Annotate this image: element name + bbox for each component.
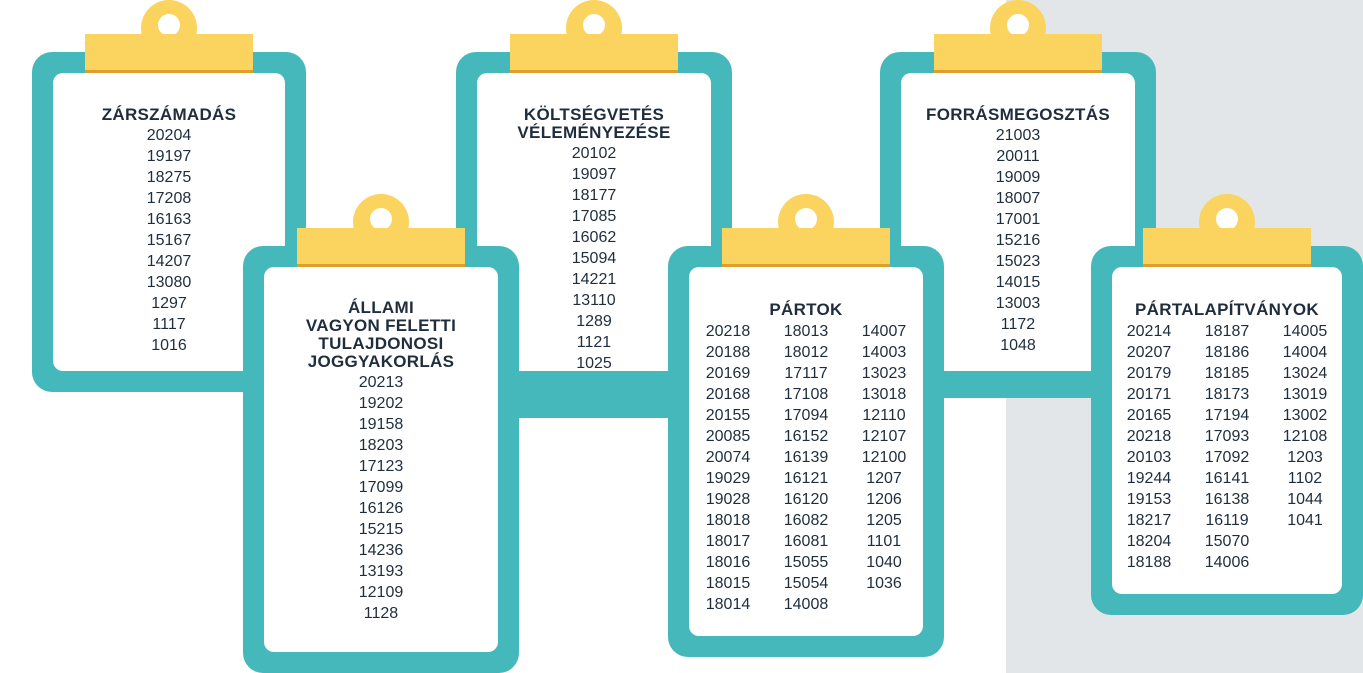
list-item: 18012 [783,344,829,361]
paper-sheet [1112,267,1342,594]
list-item: 19158 [358,416,404,433]
paper-sheet [264,267,498,652]
list-item: 12109 [358,584,404,601]
list-item: 1117 [152,316,186,333]
list-item: 16126 [358,500,404,517]
list-item: 16082 [783,512,829,529]
list-item: 19153 [1126,491,1172,508]
number-column [698,321,758,615]
list-item: 14015 [995,274,1041,291]
list-item: 17092 [1204,449,1250,466]
number-column [1119,321,1179,573]
list-item: 1203 [1287,449,1323,466]
list-item: 16152 [783,428,829,445]
list-item: 18173 [1204,386,1250,403]
list-item: 20204 [146,127,192,144]
list-item: 20171 [1126,386,1172,403]
connector-2 [505,392,685,418]
list-item: 16119 [1205,512,1249,529]
list-item: 18177 [571,187,617,204]
list-item: 20168 [705,386,751,403]
list-item: 1172 [1000,316,1036,333]
list-item: 19029 [705,470,751,487]
list-item: 20179 [1126,365,1172,382]
list-item: 13019 [1282,386,1328,403]
list-item: 17085 [571,208,617,225]
list-item: 18015 [705,575,751,592]
list-item: 17094 [783,407,829,424]
list-item: 18188 [1126,554,1172,571]
card-title: FORRÁSMEGOSZTÁS [926,105,1110,124]
list-item: 20102 [571,145,617,162]
list-item: 20169 [705,365,751,382]
list-item: 14008 [783,596,829,613]
list-item: 18013 [783,323,829,340]
list-item: 15054 [783,575,829,592]
list-item: 14007 [861,323,907,340]
list-item: 19244 [1126,470,1172,487]
list-item: 14005 [1282,323,1328,340]
list-item: 20188 [705,344,751,361]
list-item: 12110 [862,407,906,424]
list-item: 13002 [1282,407,1328,424]
list-item: 13024 [1282,365,1328,382]
list-item: 16163 [146,211,192,228]
list-item: 1025 [576,355,612,372]
list-item: 14006 [1204,554,1250,571]
list-item: 15216 [995,232,1041,249]
clipboard-partalapitvanyok [1091,246,1363,615]
clipboard-partok [668,246,944,657]
list-item: 13003 [995,295,1041,312]
list-item: 1044 [1287,491,1323,508]
list-item: 1206 [866,491,902,508]
number-column [1275,321,1335,573]
number-column [1197,321,1257,573]
list-item: 1016 [151,337,187,354]
list-item: 16120 [783,491,829,508]
list-item: 15167 [146,232,192,249]
list-item: 12107 [861,428,907,445]
list-item: 1289 [576,313,612,330]
list-item: 18217 [1126,512,1172,529]
list-item: 19028 [705,491,751,508]
card-title: PÁRTOK [769,300,843,319]
list-item: 16139 [783,449,829,466]
list-item: 1297 [151,295,187,312]
list-item: 1101 [866,533,902,550]
list-item: 18204 [1126,533,1172,550]
number-list [264,372,498,624]
paper-sheet [689,267,923,636]
list-item: 16121 [783,470,829,487]
list-item: 20218 [1126,428,1172,445]
list-item: 21003 [995,127,1041,144]
list-item: 20155 [705,407,751,424]
list-item: 13110 [572,292,616,309]
list-item: 19202 [358,395,404,412]
list-item: 15094 [571,250,617,267]
list-item: 19097 [571,166,617,183]
list-item: 14221 [571,271,617,288]
card-title: ÁLLAMI VAGYON FELETTI TULAJDONOSI JOGGYAKORLÁS [305,298,457,371]
list-item: 14236 [358,542,404,559]
number-columns [1112,321,1342,573]
list-item: 1121 [576,334,612,351]
list-item: 20213 [358,374,404,391]
clipboard-allami-vagyon [243,246,519,673]
list-item: 1102 [1287,470,1323,487]
list-item: 17001 [995,211,1041,228]
list-item: 15070 [1204,533,1250,550]
card-title: ZÁRSZÁMADÁS [101,105,237,124]
list-item: 20207 [1126,344,1172,361]
list-item: 16138 [1204,491,1250,508]
list-item: 16081 [783,533,829,550]
list-item: 1205 [866,512,902,529]
list-item: 1040 [866,554,902,571]
list-item: 17117 [784,365,828,382]
list-item: 18186 [1204,344,1250,361]
list-item: 19009 [995,169,1041,186]
list-item: 20011 [996,148,1040,165]
list-item: 15215 [358,521,404,538]
number-columns [689,321,923,615]
list-item: 17123 [358,458,404,475]
list-item: 18275 [146,169,192,186]
list-item: 18017 [705,533,751,550]
list-item: 20214 [1126,323,1172,340]
list-item: 14004 [1282,344,1328,361]
list-item: 14207 [146,253,192,270]
list-item: 13080 [146,274,192,291]
number-column [776,321,836,615]
list-item: 18014 [705,596,751,613]
list-item: 15055 [783,554,829,571]
list-item: 19197 [146,148,192,165]
list-item: 18187 [1204,323,1250,340]
list-item: 17093 [1204,428,1250,445]
list-item: 18203 [358,437,404,454]
list-item: 18007 [995,190,1041,207]
list-item: 14003 [861,344,907,361]
list-item: 13193 [358,563,404,580]
list-item: 18016 [705,554,751,571]
list-item: 20165 [1126,407,1172,424]
list-item: 13018 [861,386,907,403]
list-item: 16141 [1204,470,1250,487]
list-item: 18185 [1204,365,1250,382]
card-title: KÖLTSÉGVETÉS VÉLEMÉNYEZÉSE [517,105,671,142]
list-item: 15023 [995,253,1041,270]
list-item: 1128 [363,605,399,622]
list-item: 1048 [1000,337,1036,354]
list-item: 12108 [1282,428,1328,445]
list-item: 1041 [1287,512,1323,529]
card-title: PÁRTALAPÍTVÁNYOK [1135,300,1319,319]
list-item: 17099 [358,479,404,496]
list-item: 18018 [705,512,751,529]
list-item: 1207 [866,470,902,487]
list-item: 17108 [783,386,829,403]
list-item: 1036 [866,575,902,592]
list-item: 20085 [705,428,751,445]
list-item: 13023 [861,365,907,382]
list-item: 20074 [705,449,751,466]
number-column [854,321,914,615]
list-item: 20218 [705,323,751,340]
list-item: 20103 [1126,449,1172,466]
list-item: 17208 [146,190,192,207]
list-item: 16062 [571,229,617,246]
list-item: 12100 [861,449,907,466]
list-item: 17194 [1204,407,1250,424]
